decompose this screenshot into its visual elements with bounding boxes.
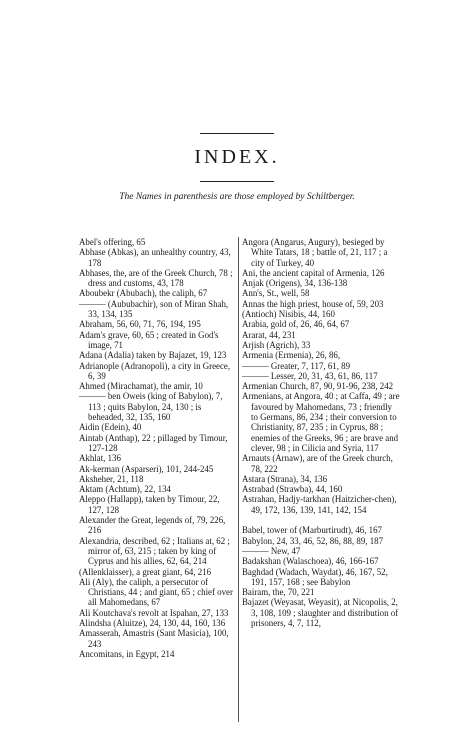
index-entry: Abhases, the, are of the Greek Church, 78 ; dress and customs, 43, 178 xyxy=(79,267,233,289)
index-entry: Badakshan (Walaschoea), 46, 166-167 xyxy=(242,556,379,567)
index-entry: Aksheher, 21, 118 xyxy=(79,473,144,484)
section-gap xyxy=(242,515,400,525)
index-entry: Alexandria, described, 62 ; Italians at, 62 ; mirror of, 63, 215 ; taken by king of Cyprus and his allies, 62, 64, 214 xyxy=(79,535,230,567)
index-entry: Armenians, at Angora, 40 ; at Caffa, 49 ; are favoured by Mahomedans, 73 ; friendly to Germans, 86, 234 ; their conversion to Christianity, 87, 235 ; in Cyprus, 88 ; enemies of the Greeks, 96 ; are brave and clever, 98 ; in Cilicia and Syria, 117 xyxy=(242,391,400,453)
index-entry: Alexander the Great, legends of, 79, 226, 216 xyxy=(79,515,226,536)
index-entry: Ararat, 44, 231 xyxy=(242,329,296,340)
index-entry: ——— Lesser, 20, 31, 43, 61, 86, 117 xyxy=(242,370,378,381)
index-entry: Bajazet (Weyasat, Weyasit), at Nicopolis, 2, 3, 108, 109 ; slaughter and distribution of prisoners, 4, 7, 112, xyxy=(242,597,399,628)
index-entry: Annas the high priest, house of, 59, 203 xyxy=(242,298,384,309)
index-entry: (Antioch) Nisibis, 44, 160 xyxy=(242,309,335,320)
index-entry: Abel's offering, 65 xyxy=(79,237,146,247)
index-entry: Baghdad (Wadach, Waydat), 46, 167, 52, 191, 157, 168 ; see Babylon xyxy=(242,566,388,587)
index-entry: Alindsha (Aluitze), 24, 130, 44, 160, 136 xyxy=(79,617,226,628)
index-entry: Abhase (Abkas), an unhealthy country, 43, 178 xyxy=(79,247,231,268)
index-entry: Ali (Aly), the caliph, a persecutor of Christians, 44 ; and giant, 65 ; chief over all Mahomedans, 67 xyxy=(79,576,233,608)
index-entry: Aboubekr (Abubach), the caliph, 67 xyxy=(79,288,208,299)
index-entry: Arabia, gold of, 26, 46, 64, 67 xyxy=(242,319,350,330)
column-divider xyxy=(238,237,239,722)
page-subtitle: The Names in parenthesis are those employed by Schiltberger. xyxy=(119,192,355,202)
index-entry: Astrahan, Hadjy-tarkhan (Haitzicher-chen), 49, 172, 136, 139, 141, 142, 154 xyxy=(242,494,397,515)
page-title: INDEX. xyxy=(194,146,280,168)
title-rule xyxy=(200,181,274,182)
index-entry: Anjak (Origens), 34, 136-138 xyxy=(242,278,348,289)
index-entry: Armenian Church, 87, 90, 91-96, 238, 242 xyxy=(242,381,394,392)
index-entry: Akhlat, 136 xyxy=(79,453,121,464)
index-entry: Ancomitans, in Egypt, 214 xyxy=(79,648,175,659)
index-entry: Adam's grave, 60, 65 ; created in God's image, 71 xyxy=(79,329,219,350)
index-column-right xyxy=(242,237,400,628)
index-entry: Astara (Strana), 34, 136 xyxy=(242,473,328,484)
index-entry: Amasserah, Amastris (Sant Masicia), 100, 243 xyxy=(79,628,229,649)
index-entry: Astrabad (Strawba), 44, 160 xyxy=(242,484,343,495)
index-entry: Ak-kerman (Asparseri), 101, 244-245 xyxy=(79,463,214,474)
index-entry: Aintab (Anthap), 22 ; pillaged by Timour, 127-128 xyxy=(79,432,228,453)
index-entry: Arjish (Agrich), 33 xyxy=(242,339,311,350)
index-entry: Aleppo (Hallapp), taken by Timour, 22, 127, 128 xyxy=(79,494,220,515)
index-entry: Armenia (Ermenia), 26, 86, xyxy=(242,350,341,361)
top-rule xyxy=(200,133,274,134)
index-entry: Adana (Adalia) taken by Bajazet, 19, 123 xyxy=(79,350,227,361)
index-entry: Abraham, 56, 60, 71, 76, 194, 195 xyxy=(79,319,201,330)
index-entry: Bairam, the, 70, 221 xyxy=(242,587,315,598)
index-entry: ——— (Aububachir), son of Miran Shah, 33, 134, 135 xyxy=(79,298,229,320)
index-column-left xyxy=(79,237,234,659)
index-entry: Ani, the ancient capital of Armenia, 126 xyxy=(242,267,385,278)
index-entry: ——— ben Oweis (king of Babylon), 7, 113 ; quits Babylon, 24, 130 ; is beheaded, 32, 135, 160 xyxy=(79,391,223,423)
index-entry: Adrianople (Adranopoli), a city in Greece, 6, 39 xyxy=(79,360,231,381)
index-entry: ——— New, 47 xyxy=(242,545,301,556)
index-entry: Ali Koutchava's revolt at Ispahan, 27, 133 xyxy=(79,607,229,618)
index-entry: Arnauts (Arnaw), are of the Greek church, 78, 222 xyxy=(242,453,393,474)
index-entry: Babel, tower of (Marburtirudt), 46, 167 xyxy=(242,525,382,536)
index-entry: Ann's, St., well, 58 xyxy=(242,288,310,299)
index-entry: Ahmed (Mirachamat), the amir, 10 xyxy=(79,381,203,392)
index-entry: Aktam (Achtum), 22, 134 xyxy=(79,484,171,495)
index-entry: (Allenklaisser), a great giant, 64, 216 xyxy=(79,566,212,577)
index-entry: Babylon, 24, 33, 46, 52, 86, 88, 89, 187 xyxy=(242,535,384,546)
index-entry: Aidin (Edein), 40 xyxy=(79,422,142,433)
index-entry: Angora (Angarus, Augury), besieged by White Tatars, 18 ; battle of, 21, 117 ; a city of Turkey, 40 xyxy=(242,237,388,268)
index-entry: ——— Greater, 7, 117, 61, 89 xyxy=(242,360,351,371)
